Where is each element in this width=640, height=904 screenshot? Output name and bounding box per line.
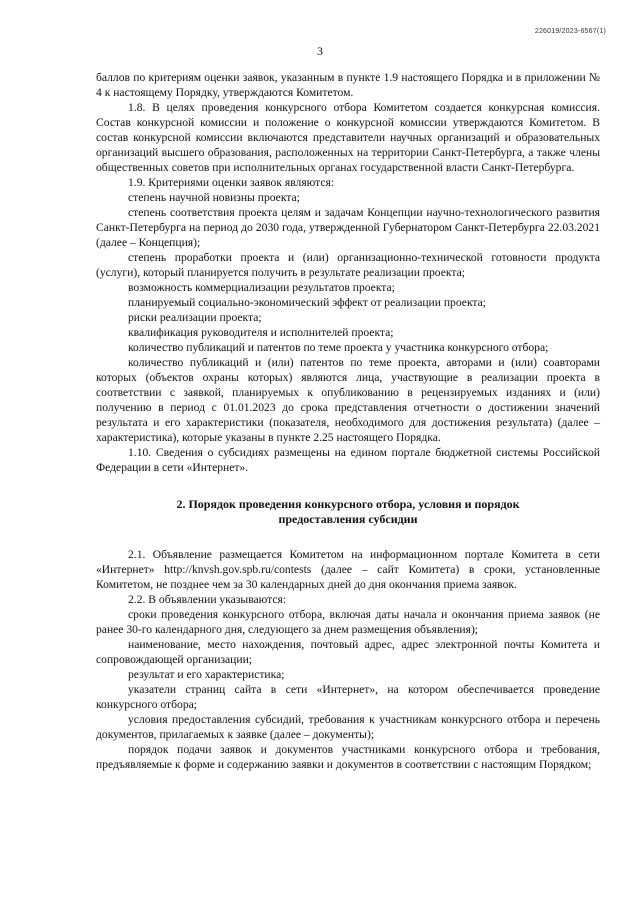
paragraph: 2.2. В объявлении указываются:: [128, 593, 287, 606]
paragraph: риски реализации проекта;: [128, 311, 262, 324]
paragraph: баллов по критериям оценки заявок, указанным в пункте 1.9 настоящего Порядка и в приложении № 4 к настоящему Порядку, утверждаются Комитетом.: [96, 71, 600, 99]
document-id-stamp: 226019/2023-6567(1): [534, 28, 606, 35]
paragraph: количество публикаций и (или) патентов по теме проекта, авторами и (или) соавторами которых (объектов охраны которых) являются лица, участвующие в реализации проекта в соответствии с заявкой, планируемых к опубликованию в рецензируемых изданиях и (или) получению в период с 01.01.2023 до срока представления отчетности о достижении значений результата и его характеристики (показателя, необходимого для достижения результата) (далее – характеристика), которые указаны в пункте 2.25 настоящего Порядка.: [96, 356, 600, 444]
paragraph: указатели страниц сайта в сети «Интернет», на котором обеспечивается проведение конкурсного отбора;: [96, 683, 600, 711]
paragraph: 1.10. Сведения о субсидиях размещены на едином портале бюджетной системы Российской Федерации в сети «Интернет».: [96, 446, 600, 474]
section-heading-line-2: предоставления субсидии: [278, 512, 418, 526]
paragraph: 2.1. Объявление размещается Комитетом на информационном портале Комитета в сети «Интернет» http://knvsh.gov.spb.ru/contests (далее – сайт Комитета) в сроки, установленные Комитетом, не позднее чем за 30 календарных дней до дня окончания приема заявок.: [96, 548, 600, 591]
paragraph: количество публикаций и патентов по теме проекта у участника конкурсного отбора;: [128, 341, 549, 354]
section-heading-line-1: 2. Порядок проведения конкурсного отбора, условия и порядок: [176, 497, 520, 511]
paragraphs-after-heading: [96, 547, 600, 772]
paragraph: степень проработки проекта и (или) организационно-технической готовности продукта (услуги), который планируется получить в результате реализации проекта;: [96, 251, 600, 279]
paragraph: результат и его характеристика;: [128, 668, 285, 681]
paragraph: возможность коммерциализации результатов проекта;: [128, 281, 395, 294]
paragraph: условия предоставления субсидий, требования к участникам конкурсного отбора и перечень документов, прилагаемых к заявке (далее – документы);: [96, 713, 600, 741]
paragraph: 1.9. Критериями оценки заявок являются:: [128, 176, 335, 189]
paragraph: наименование, место нахождения, почтовый адрес, адрес электронной почты Комитета и сопровождающей организации;: [96, 638, 600, 666]
paragraph: сроки проведения конкурсного отбора, включая даты начала и окончания приема заявок (не ранее 30-го календарного дня, следующего за днем размещения объявления);: [96, 608, 600, 636]
document-body: [96, 70, 600, 772]
paragraph: 1.8. В целях проведения конкурсного отбора Комитетом создается конкурсная комиссия. Состав конкурсной комиссии и положение о конкурсной комиссии утверждаются Комитетом. В состав конкурсной комиссии включаются представители научных организаций и образовательных организаций высшего образования, расположенных на территории Санкт-Петербурга, а также члены общественных советов при исполнительных органах государственной власти Санкт-Петербурга.: [96, 101, 600, 174]
paragraphs-before-heading: [96, 70, 600, 475]
page-number: 3: [317, 44, 323, 58]
paragraph: степень научной новизны проекта;: [128, 191, 300, 204]
paragraph: порядок подачи заявок и документов участниками конкурсного отбора и требования, предъявляемые к форме и содержанию заявки и документов в соответствии с настоящим Порядком;: [96, 743, 600, 771]
paragraph: планируемый социально-экономический эффект от реализации проекта;: [128, 296, 486, 309]
paragraph: квалификация руководителя и исполнителей проекта;: [128, 326, 394, 339]
section-heading: [96, 497, 600, 527]
paragraph: степень соответствия проекта целям и задачам Концепции научно-технологического развития Санкт-Петербурга на период до 2030 года, утвержденной Губернатором Санкт-Петербурга 22.03.2021 (далее – Концепция);: [96, 206, 600, 249]
